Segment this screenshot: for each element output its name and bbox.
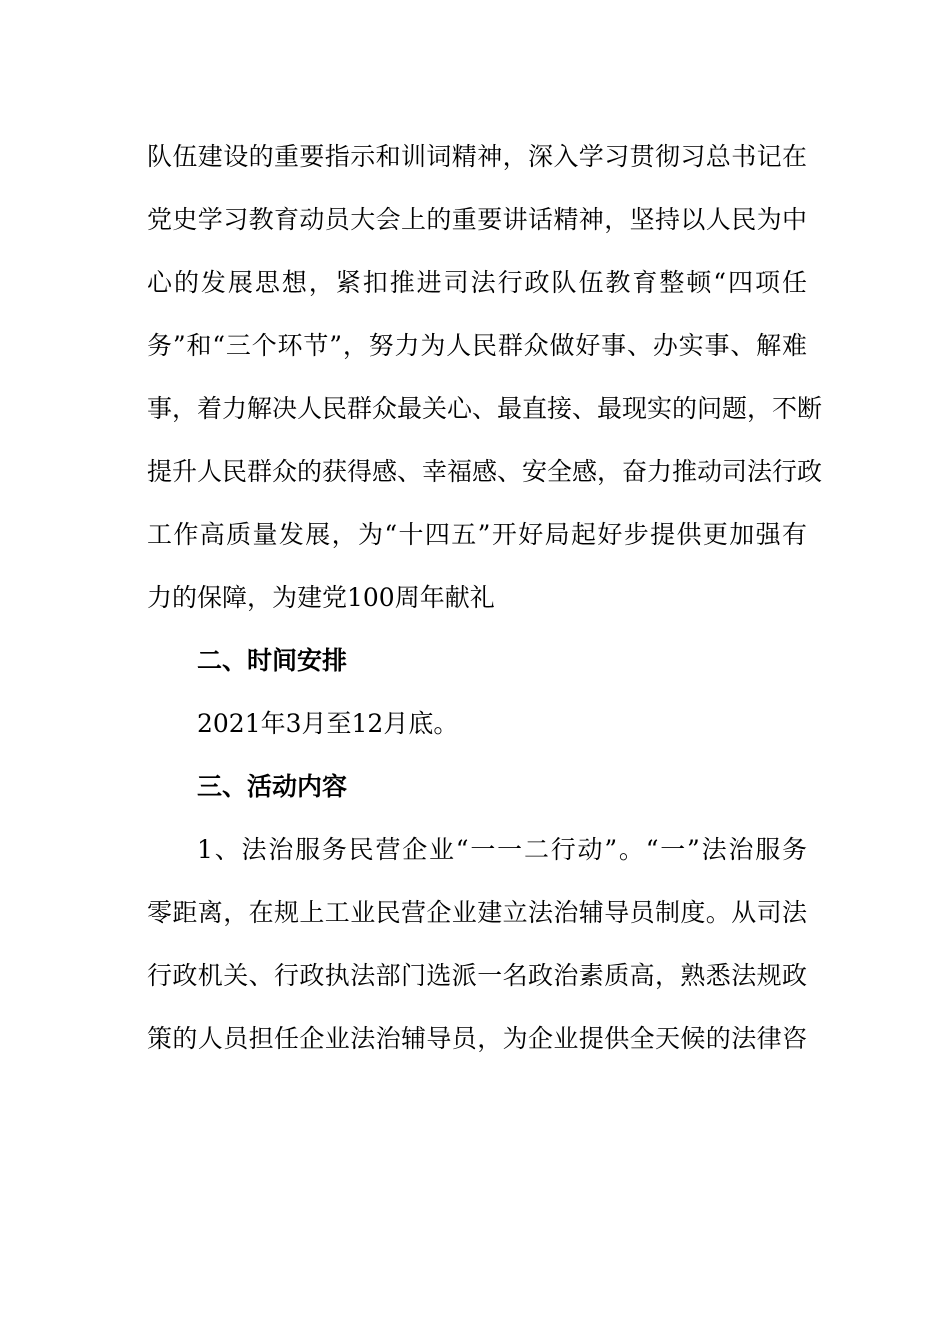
section-heading-content: 三、活动内容 [197,772,348,801]
section-heading-time: 二、时间安排 [197,646,348,675]
text-line: 事，着力解决人民群众最关心、最直接、最现实的问题，不断 [147,394,823,423]
text-line: 力的保障，为建党100周年献礼 [147,583,495,612]
paragraph-activity [147,818,807,1070]
text-line: 策的人员担任企业法治辅导员，为企业提供全天候的法律咨 [147,1024,807,1053]
document-body [147,125,823,1070]
text-line: 工作高质量发展，为“十四五”开好局起好步提供更加强有 [147,520,807,549]
text-line: 行政机关、行政执法部门选派一名政治素质高，熟悉法规政 [147,961,807,990]
paragraph-1 [147,125,823,629]
text-line: 心的发展思想，紧扣推进司法行政队伍教育整顿“四项任 [147,268,807,297]
text-line: 党史学习教育动员大会上的重要讲话精神，坚持以人民为中 [147,205,807,234]
text-line: 提升人民群众的获得感、幸福感、安全感，奋力推动司法行政 [147,457,823,486]
text-line: 队伍建设的重要指示和训词精神，深入学习贯彻习总书记在 [147,142,807,171]
text-line: 零距离，在规上工业民营企业建立法治辅导员制度。从司法 [147,898,807,927]
text-line: 务”和“三个环节”，努力为人民群众做好事、办实事、解难 [147,331,807,360]
text-line: 1、法治服务民营企业“一一二行动”。“一”法治服务 [197,835,807,864]
section-body-time: 2021年3月至12月底。 [197,709,459,738]
